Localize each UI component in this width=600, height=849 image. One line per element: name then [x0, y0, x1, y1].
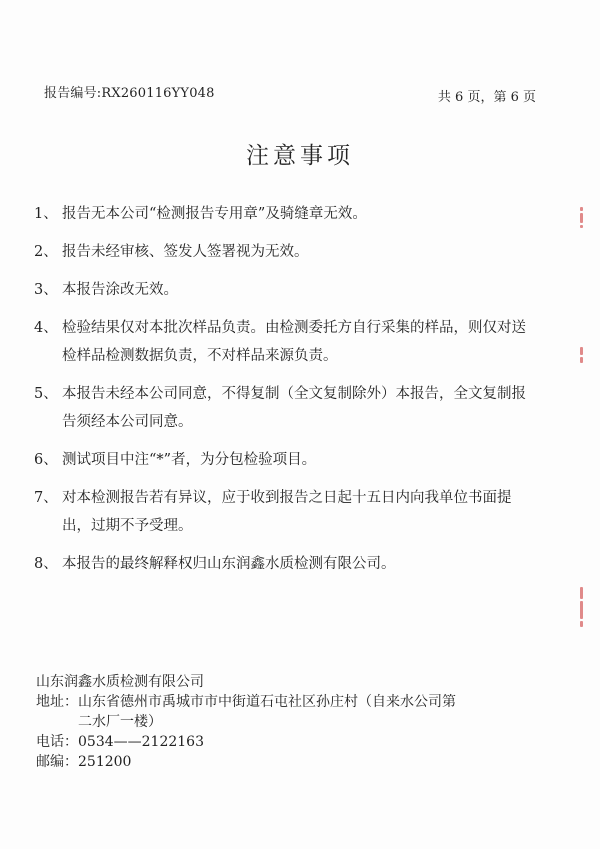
company-name: 山东润鑫水质检测有限公司 [36, 674, 204, 690]
note-text: 本报告的最终解释权归山东润鑫水质检测有限公司。 [62, 556, 396, 572]
note-item [34, 550, 554, 578]
note-number: 1、 [34, 206, 58, 222]
note-number: 2、 [34, 244, 58, 260]
phone-label: 电话： [36, 734, 78, 750]
seam-stamp-mark-top [576, 205, 586, 230]
note-text: 检验结果仅对本批次样品负责。由检测委托方自行采集的样品，则仅对送 [62, 320, 526, 336]
note-continuation: 检样品检测数据负责，不对样品来源负责。 [62, 348, 338, 364]
note-text: 报告未经审核、签发人签署视为无效。 [62, 244, 309, 260]
note-number: 5、 [34, 386, 58, 402]
postcode-label: 邮编： [36, 754, 78, 770]
note-text: 对本检测报告若有异议，应于收到报告之日起十五日内向我单位书面提 [62, 490, 512, 506]
note-item [34, 446, 554, 474]
address-line-2: 二水厂一楼） [78, 714, 162, 730]
seam-stamp-mark-middle [576, 345, 586, 365]
note-text: 报告无本公司“检测报告专用章”及骑缝章无效。 [62, 206, 367, 222]
notes-list [34, 200, 554, 588]
note-item [34, 238, 554, 266]
note-number: 6、 [34, 452, 58, 468]
note-continuation: 出，过期不予受理。 [62, 518, 193, 534]
note-continuation: 告须经本公司同意。 [62, 414, 193, 430]
address-line-1: 山东省德州市禹城市市中街道石屯社区孙庄村（自来水公司第 [78, 694, 456, 710]
note-item [34, 200, 554, 228]
page-count: 共 6 页，第 6 页 [437, 90, 536, 105]
address-label: 地址： [36, 694, 78, 710]
report-number: 报告编号:RX260116YY048 [44, 86, 215, 101]
note-item [34, 380, 554, 436]
postcode-row [36, 752, 566, 772]
note-text: 本报告涂改无效。 [62, 282, 178, 298]
postcode-value: 251200 [78, 754, 132, 770]
note-number: 8、 [34, 556, 58, 572]
note-number: 3、 [34, 282, 58, 298]
seam-stamp-mark-bottom [576, 585, 586, 629]
page-title: 注意事项 [246, 143, 354, 169]
note-number: 4、 [34, 320, 58, 336]
note-number: 7、 [34, 490, 58, 506]
phone-value: 0534——2122163 [78, 734, 204, 750]
note-item [34, 314, 554, 370]
address-row [36, 692, 566, 712]
note-item [34, 484, 554, 540]
note-text: 测试项目中注“*”者，为分包检验项目。 [62, 452, 317, 468]
phone-row [36, 732, 566, 752]
note-text: 本报告未经本公司同意，不得复制（全文复制除外）本报告，全文复制报 [62, 386, 526, 402]
company-info [36, 672, 566, 772]
note-item [34, 276, 554, 304]
